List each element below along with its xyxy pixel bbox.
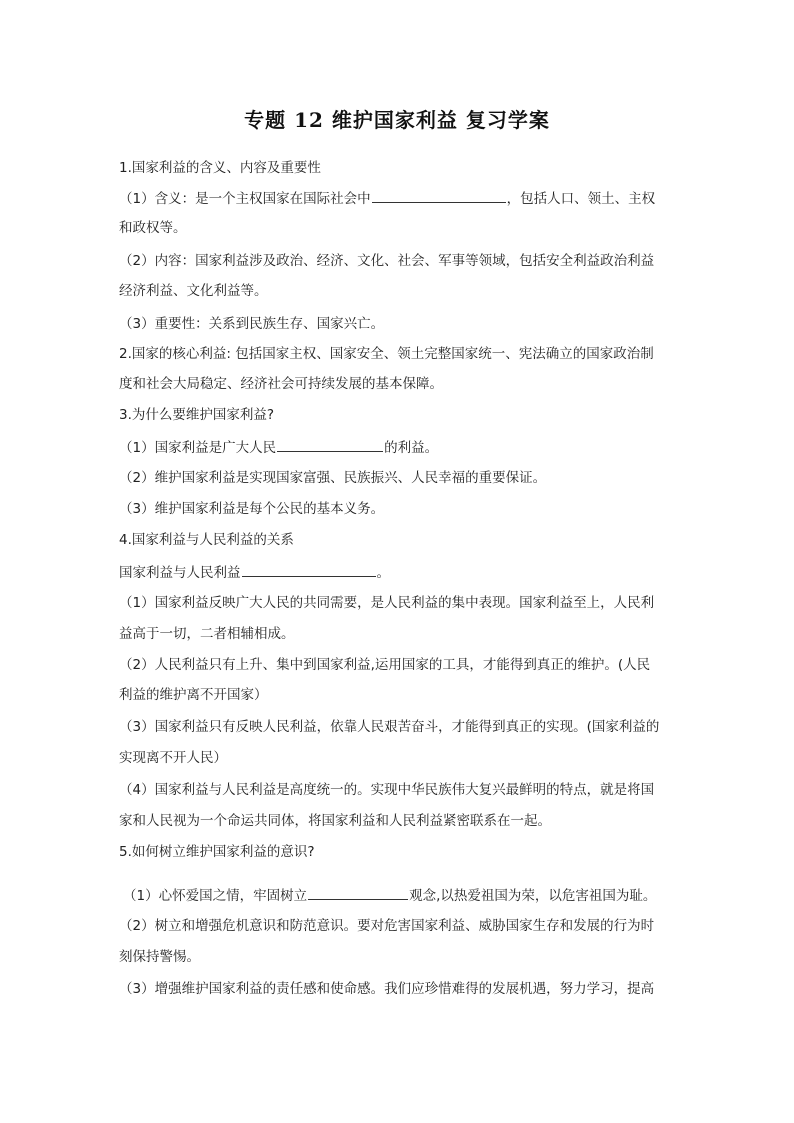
text-line: （1）含义：是一个主权国家在国际社会中 ，包括人口、领土、主权 <box>119 188 679 209</box>
fill-in-blank[interactable] <box>372 188 506 203</box>
fill-in-blank[interactable] <box>242 562 376 577</box>
text-line: 刻保持警惕。 <box>119 949 200 965</box>
section-heading-3: 3.为什么要维护国家利益? <box>119 407 275 423</box>
text-line: （3）国家利益只有反映人民利益，依靠人民艰苦奋斗，才能得到真正的实现。(国家利益的 <box>119 719 660 735</box>
text-line: （3）增强维护国家利益的责任感和使命感。我们应珍惜难得的发展机遇，努力学习，提高 <box>119 981 655 997</box>
fill-in-blank[interactable] <box>277 437 383 452</box>
fill-in-blank[interactable] <box>308 885 408 900</box>
text-line: （2）人民利益只有上升、集中到国家利益,运用国家的工具，才能得到真正的维护。(人民 <box>119 657 651 673</box>
text-line: （4）国家利益与人民利益是高度统一的。实现中华民族伟大复兴最鲜明的特点，就是将国 <box>119 782 655 798</box>
text-line: 利益的维护离不开国家） <box>119 687 268 703</box>
text-line: 益高于一切，二者相辅相成。 <box>119 626 295 642</box>
text-line: （1）国家利益是广大人民 的利益。 <box>119 437 679 458</box>
section-heading-2: 2.国家的核心利益: 包括国家主权、国家安全、领土完整国家统一、宪法确立的国家政治制 <box>119 346 654 362</box>
text-line: 国家利益与人民利益 。 <box>119 562 679 583</box>
text-line: 和政权等。 <box>119 220 187 236</box>
text-line: （3）维护国家利益是每个公民的基本义务。 <box>119 501 385 517</box>
section-heading-1: 1.国家利益的含义、内容及重要性 <box>119 160 321 176</box>
text-line: （2）树立和增强危机意识和防范意识。要对危害国家利益、威胁国家生存和发展的行为时 <box>119 918 655 934</box>
section-heading-5: 5.如何树立维护国家利益的意识? <box>119 844 315 860</box>
text-line: （2）维护国家利益是实现国家富强、民族振兴、人民幸福的重要保证。 <box>119 470 547 486</box>
text-line: （3）重要性：关系到民族生存、国家兴亡。 <box>119 316 385 332</box>
text-line: 度和社会大局稳定、经济社会可持续发展的基本保障。 <box>119 376 443 392</box>
page-title: 专题 12 维护国家利益 复习学案 <box>244 108 550 132</box>
section-heading-4: 4.国家利益与人民利益的关系 <box>119 532 294 548</box>
text-line: （1）心怀爱国之情，牢固树立 观念,以热爱祖国为荣，以危害祖国为耻。 <box>123 885 683 906</box>
text-line: 家和人民视为一个命运共同体，将国家利益和人民利益紧密联系在一起。 <box>119 813 551 829</box>
text-line: （2）内容：国家利益涉及政治、经济、文化、社会、军事等领域，包括安全利益政治利益 <box>119 253 655 269</box>
text-line: 经济利益、文化利益等。 <box>119 283 268 299</box>
text-line: （1）国家利益反映广大人民的共同需要，是人民利益的集中表现。国家利益至上，人民利 <box>119 595 655 611</box>
text-line: 实现离不开人民） <box>119 750 227 766</box>
